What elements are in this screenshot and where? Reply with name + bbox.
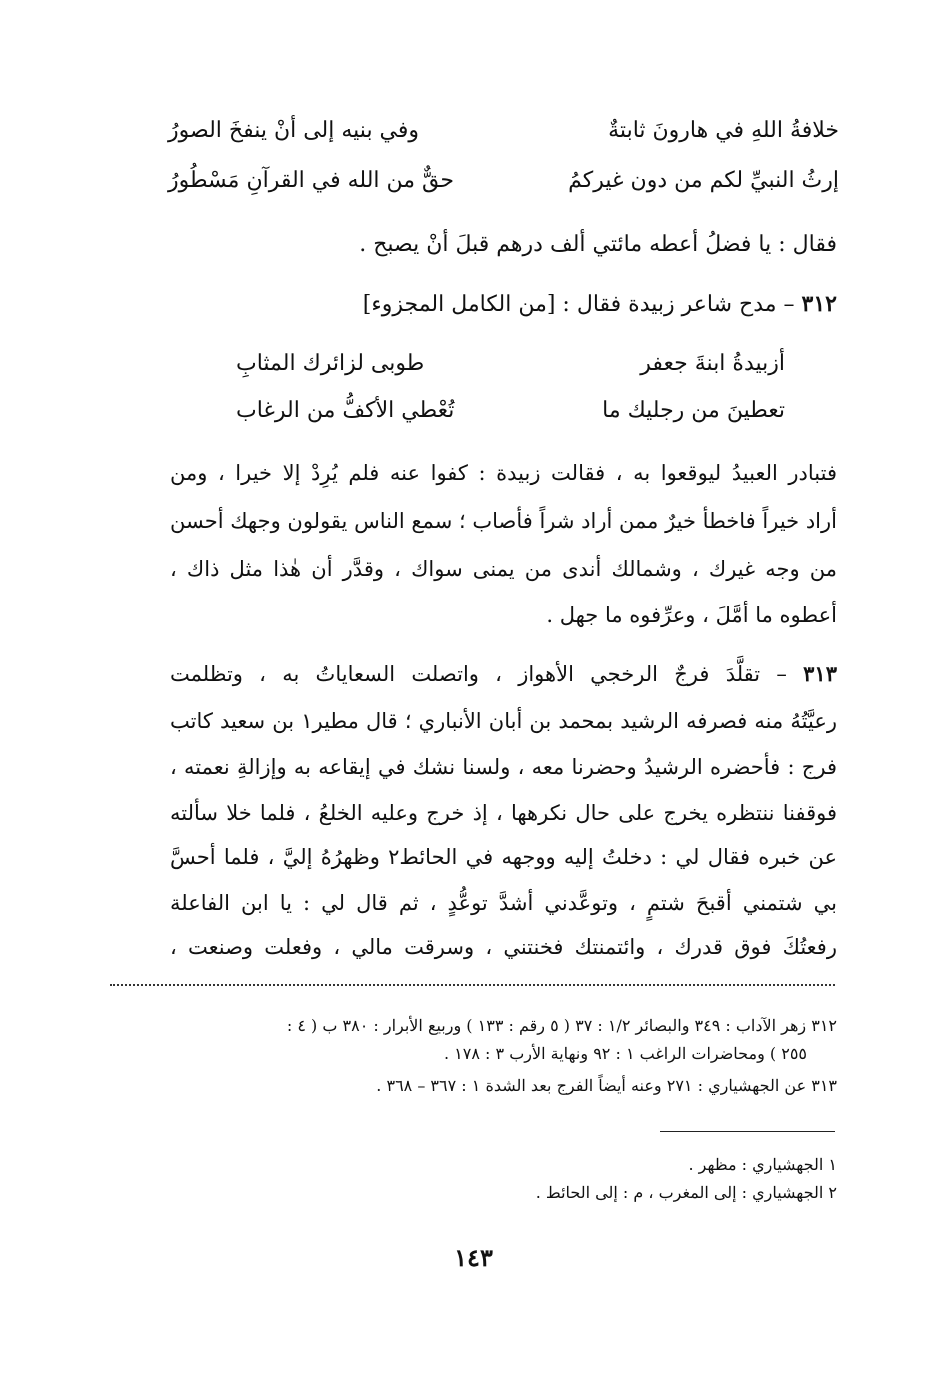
- dotted-separator: [110, 984, 835, 986]
- paragraph-line: بي شتمني أقبحَ شتمٍ ، وتوعَّدني أشدَّ توعُّدٍ ، ثم قال لي : يا ابن الفاعلة: [170, 891, 837, 915]
- verse-hemistich: إرثُ النبيِّ لكم من دون غيركمُ: [568, 168, 839, 193]
- poem-verse: [168, 116, 839, 146]
- source-note: ٣١٢ زهر الآداب : ٣٤٩ والبصائر ١/٢ : ٣٧ ( ٥ رقم : ١٣٣ ) وربيع الأبرار : ٣٨٠ ب ( ٤ :: [286, 1016, 837, 1035]
- poem-verse: [236, 349, 785, 379]
- verse-hemistich: تُعْطي الأكفُّ من الرغاب: [236, 398, 455, 423]
- source-note: ٢٥٥ ) ومحاضرات الراغب ١ : ٩٢ ونهاية الأرب ٣ : ١٧٨ .: [444, 1044, 807, 1063]
- footnote-rule: [660, 1131, 835, 1132]
- paragraph-line: فتبادر العبيدُ ليوقعوا به ، فقالت زبيدة : كفوا عنه فلم يُرِدْ إلا خيرا ، ومن: [170, 461, 837, 485]
- section-text: – تقلَّدَ فرجٌ الرخجي الأهواز ، واتصلت السعاياتُ به ، وتظلمت: [170, 662, 787, 686]
- section-title: – مدح شاعر زبيدة فقال : [من الكامل المجزوء]: [362, 292, 795, 317]
- paragraph-line: رفعتُكَ فوق قدرك ، وائتمنتك فخنتني ، وسرقت مالي ، وفعلت وصنعت ،: [170, 935, 837, 959]
- page-number: ١٤٣: [454, 1243, 493, 1272]
- footnote: ٢ الجهشياري : إلى المغرب ، م : إلى الحائط .: [535, 1183, 837, 1202]
- paragraph-line: من وجه غيرك ، وشمالك أندى من يمنى سواك ، وقدَّر أن هٰذا مثل ذاك ،: [170, 557, 837, 581]
- verse-hemistich: وفي بنيه إلى أنْ ينفخَ الصورُ: [168, 118, 420, 143]
- section-number: ٣١٣: [803, 661, 837, 686]
- paragraph-line: أعطوه ما أمَّلَ ، وعرِّفوه ما جهل .: [546, 603, 837, 627]
- section-number: ٣١٢: [801, 291, 837, 317]
- section-heading: [170, 289, 837, 320]
- paragraph-line: فقال : يا فضلُ أعطه مائتي ألف درهم قبلَ أنْ يصبح .: [359, 232, 837, 257]
- paragraph-line: رعيَّتُهُ منه فصرفه الرشيد بمحمد بن أبان الأنباري ؛ قال مطير١ بن سعيد كاتب: [170, 709, 837, 733]
- paragraph-line: أراد خيراً فاخطأ خيرٌ ممن أراد شراً فأصاب ؛ سمع الناس يقولون وجهك أحسن: [170, 509, 837, 533]
- paragraph-line: فوقفنا ننتظره يخرج على حال نكرهها ، إذ خرج وعليه الخلعُ ، فلما خلا سألته: [170, 801, 837, 825]
- verse-hemistich: أزبيدةُ ابنةَ جعفر: [640, 351, 785, 376]
- paragraph-line: فرج : فأحضره الرشيدُ وحضرنا معه ، ولسنا نشك في إيقاعه به وإزالةِ نعمته ،: [170, 755, 837, 779]
- verse-hemistich: حقٌّ من الله في القرآنِ مَسْطُورُ: [168, 168, 454, 193]
- footnote: ١ الجهشياري : مظهر .: [688, 1155, 837, 1174]
- poem-verse: [168, 166, 839, 196]
- paragraph-line: عن خبره فقال لي : دخلتُ إليه ووجهه في الحائط٢ وظهرُهُ إليَّ ، فلما أحسَّ: [170, 845, 837, 869]
- section-first-line: [170, 659, 837, 689]
- poem-verse: [236, 396, 785, 426]
- verse-hemistich: تعطينَ من رجليك ما: [602, 398, 785, 423]
- verse-hemistich: طوبى لزائرك المثابِ: [236, 351, 425, 376]
- verse-hemistich: خلافةُ اللهِ في هارونَ ثابتةٌ: [608, 118, 839, 143]
- source-note: ٣١٣ عن الجهشياري : ٢٧١ وعنه أيضاً الفرج بعد الشدة ١ : ٣٦٧ – ٣٦٨ .: [376, 1076, 837, 1095]
